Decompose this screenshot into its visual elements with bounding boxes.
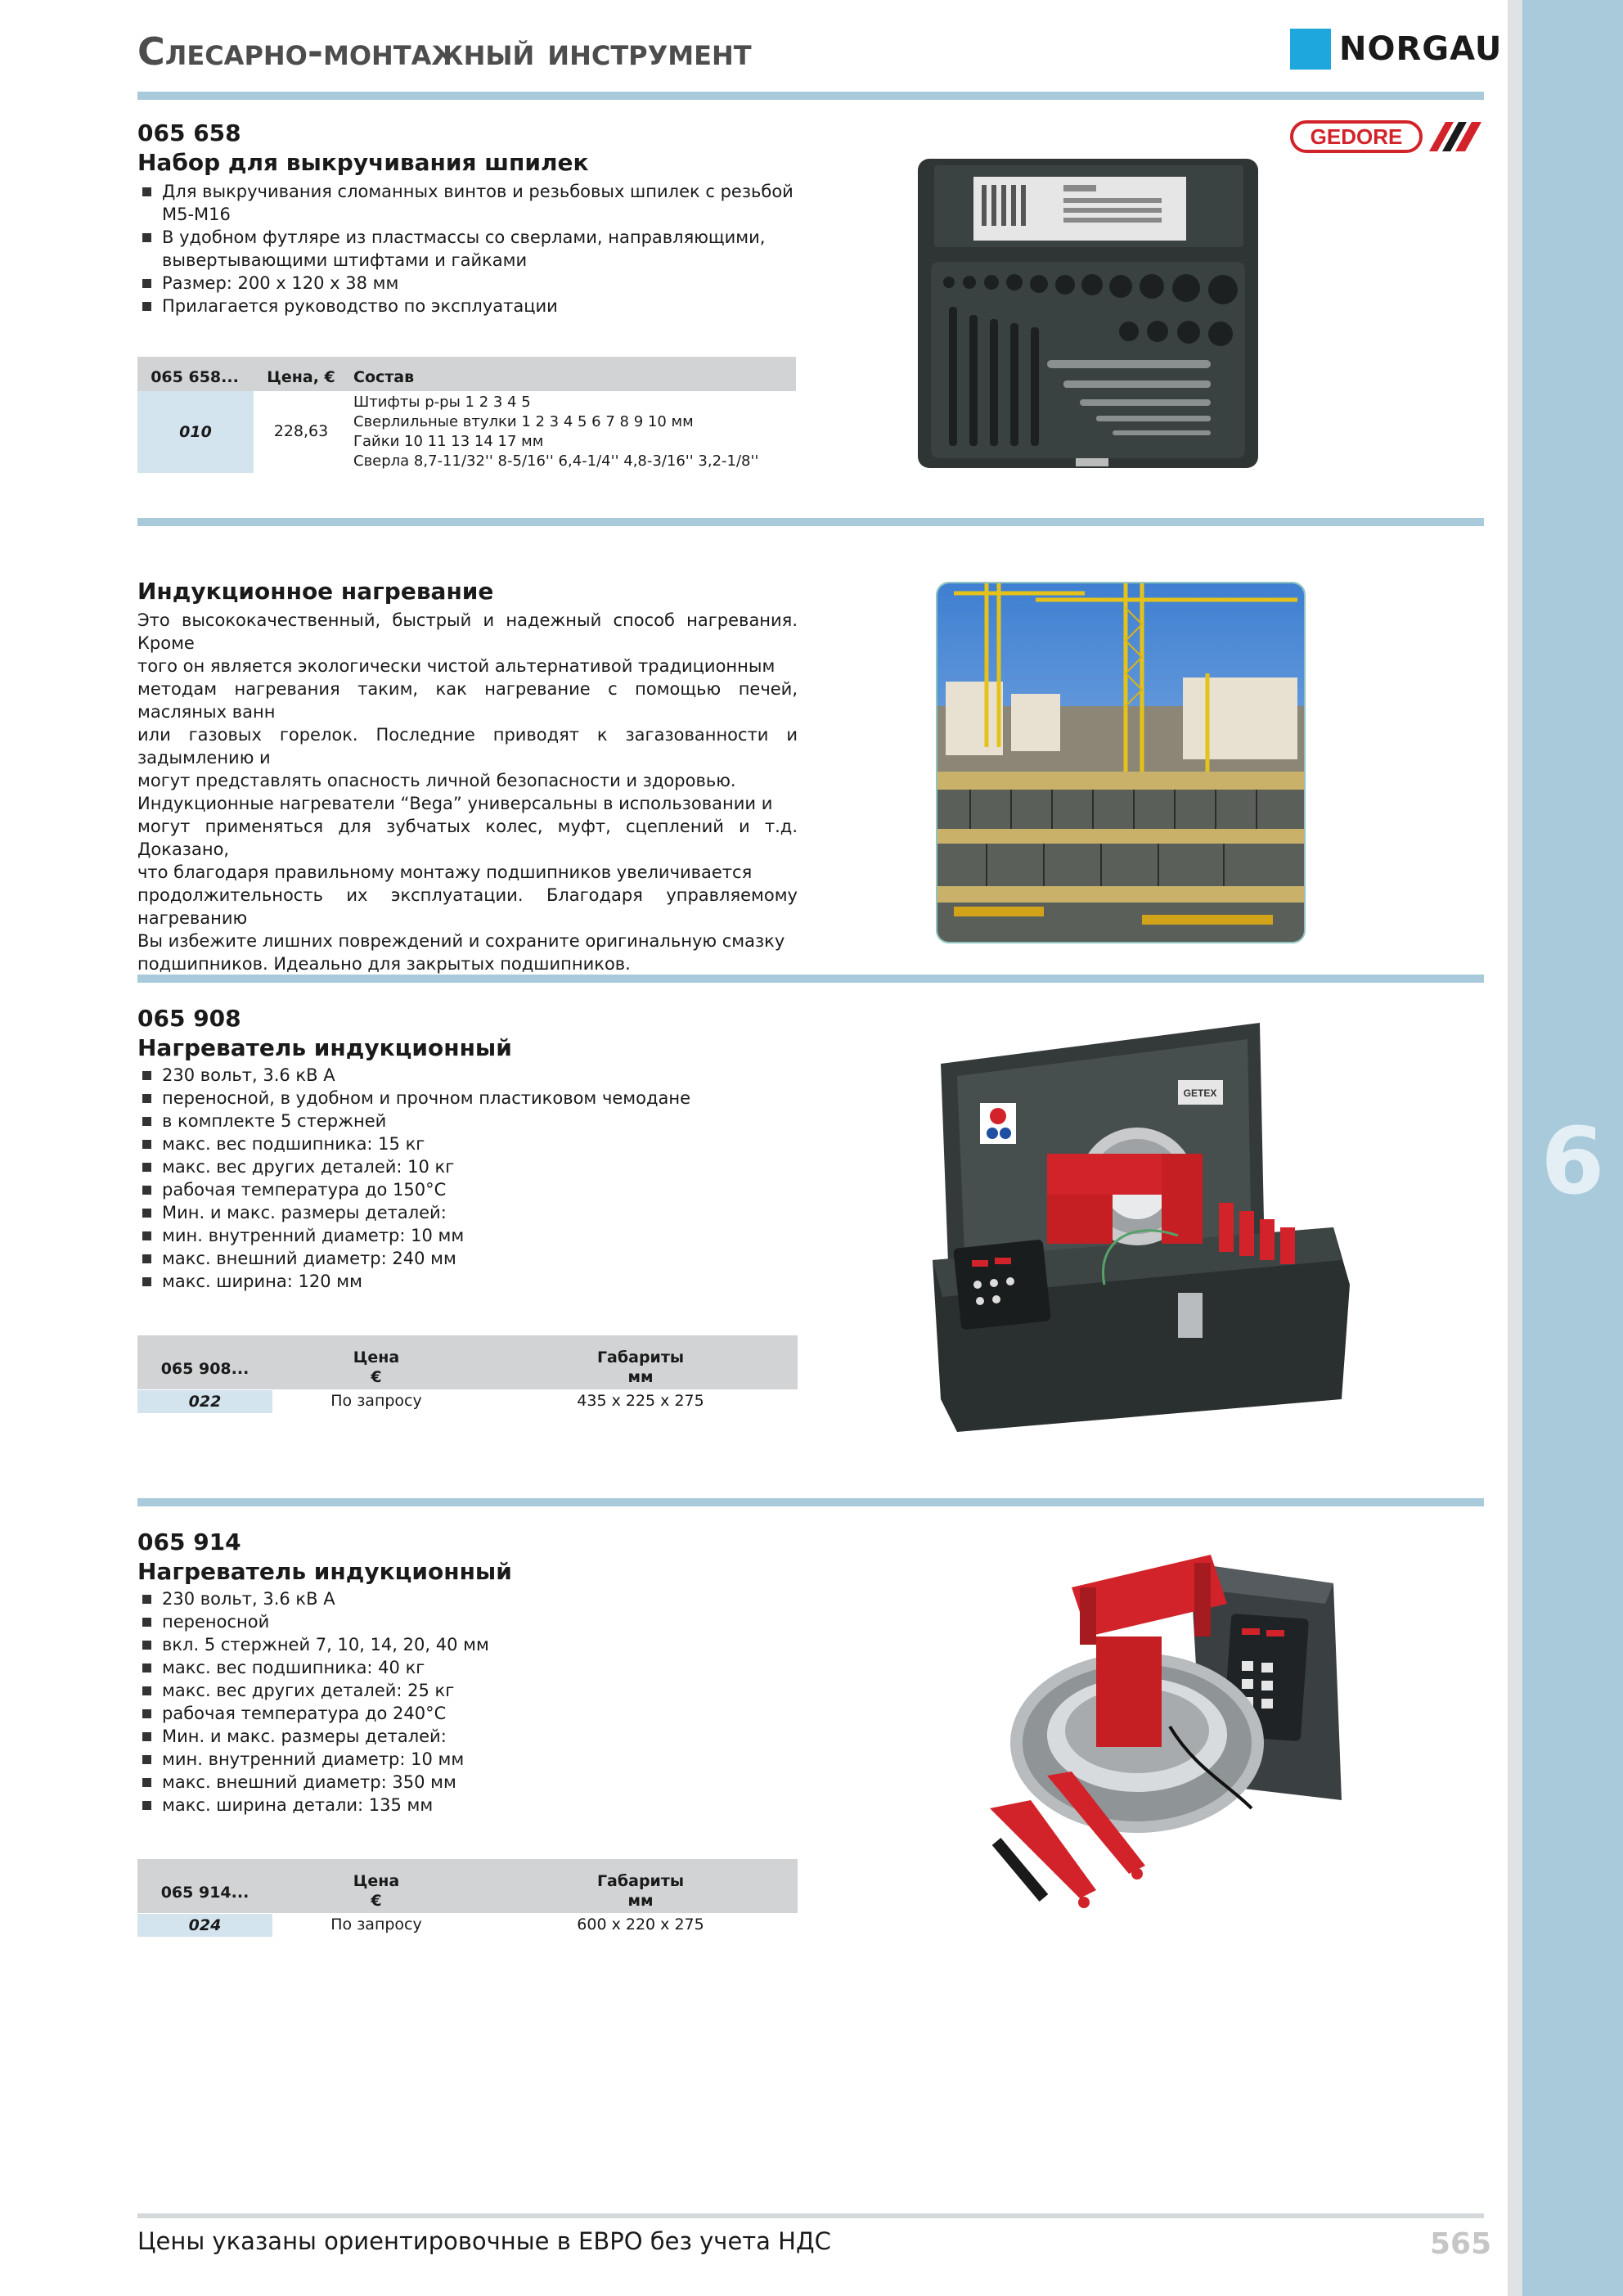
feature-item: Размер: 200 х 120 х 38 мм <box>141 272 794 295</box>
section-title: Индукционное нагревание <box>137 578 494 605</box>
feature-item: макс. вес подшипника: 15 кг <box>141 1132 690 1155</box>
col-header-code: 065 908... <box>160 1360 250 1378</box>
feature-item: макс. ширина: 120 мм <box>141 1270 690 1293</box>
feature-item: рабочая температура до 240°С <box>141 1702 489 1725</box>
composition-cell <box>353 393 812 471</box>
feature-item: макс. вес других деталей: 10 кг <box>141 1155 690 1178</box>
feature-item: 230 вольт, 3.6 кВ А <box>141 1064 690 1087</box>
feature-item: макс. внешний диаметр: 350 мм <box>141 1771 489 1794</box>
feature-item: в комплекте 5 стержней <box>141 1110 690 1132</box>
construction-site-photo <box>936 582 1306 943</box>
text-line: что благодаря правильному монтажу подшипников увеличивается <box>137 862 753 882</box>
feature-item: вкл. 5 стержней 7, 10, 14, 20, 40 мм <box>141 1633 489 1656</box>
col-header-price: Цена, € <box>267 368 335 386</box>
feature-item: 230 вольт, 3.6 кВ А <box>141 1587 489 1610</box>
text-line: или газовых горелок. Последние приводят к загазованности и задымлению и <box>137 725 798 768</box>
feature-item: макс. вес других деталей: 25 кг <box>141 1679 489 1702</box>
col-header-price: Цена <box>353 1348 400 1366</box>
dimensions-cell: 435 х 225 х 275 <box>577 1392 704 1410</box>
article-code: 024 <box>137 1914 272 1937</box>
feature-item: В удобном футляре из пластмассы со сверлами, направляющими, <box>141 226 794 249</box>
feature-item: Мин. и макс. размеры деталей: <box>141 1725 489 1748</box>
dimensions-cell: 600 х 220 х 275 <box>577 1916 704 1934</box>
feature-item-continuation: М5-М16 <box>162 205 231 224</box>
product-title: Набор для выкручивания шпилек <box>137 149 589 176</box>
text-line: того он является экологически чистой альтернативой традиционным <box>137 656 776 676</box>
article-code: 022 <box>137 1390 272 1413</box>
col-header-code: 065 658... <box>151 368 239 386</box>
feature-item-continuation: вывертывающими штифтами и гайками <box>162 250 528 270</box>
composition-line: Сверла 8,7-11/32'' 8-5/16'' 6,4-1/4'' 4,8-3/16'' 3,2-1/8'' <box>353 452 759 470</box>
feature-item: макс. вес подшипника: 40 кг <box>141 1656 489 1679</box>
article-code: 010 <box>137 391 254 473</box>
feature-list <box>141 1587 489 1817</box>
text-line: Индукционные нагреватели “Bega” универсальны в использовании и <box>137 794 773 813</box>
col-header-dimensions-unit: мм <box>627 1368 654 1386</box>
composition-line: Сверлильные втулки 1 2 3 4 5 6 7 8 9 10 мм <box>353 413 694 430</box>
page-title: Слесарно-монтажный инструмент <box>137 29 752 74</box>
text-line: Вы избежите лишних повреждений и сохраните оригинальную смазку <box>137 931 785 951</box>
price-cell: По запросу <box>330 1916 422 1934</box>
feature-list <box>141 1064 690 1293</box>
col-header-dimensions: Габариты <box>596 1872 685 1890</box>
feature-item: макс. внешний диаметр: 240 мм <box>141 1247 690 1270</box>
col-header-price-unit: € <box>371 1368 382 1386</box>
footer-note: Цены указаны ориентировочные в ЕВРО без учета НДС <box>137 2227 831 2255</box>
price-cell: По запросу <box>330 1392 422 1410</box>
description-paragraph <box>137 609 798 975</box>
product-sku: 065 658 <box>137 119 241 146</box>
feature-item: Для выкручивания сломанных винтов и резьбовых шпилек с резьбой <box>141 180 794 203</box>
text-line: могут представлять опасность личной безопасности и здоровью. <box>137 771 736 790</box>
text-line: могут применяться для зубчатых колес, муфт, сцеплений и т.д. Доказано, <box>137 817 798 859</box>
section-divider <box>137 518 1484 526</box>
feature-item: переносной <box>141 1610 489 1633</box>
product-title: Нагреватель индукционный <box>137 1034 512 1061</box>
col-header-code: 065 914... <box>160 1884 250 1902</box>
stud-extractor-kit-image <box>916 155 1260 470</box>
rail-gap <box>1508 0 1522 2296</box>
product-title: Нагреватель индукционный <box>137 1558 512 1585</box>
footer-rule <box>137 2213 1484 2218</box>
col-header-price-unit: € <box>371 1892 382 1910</box>
text-line: продолжительность их эксплуатации. Благодаря управляемому нагреванию <box>137 885 798 928</box>
induction-heater-case-image <box>933 1015 1350 1440</box>
section-divider <box>137 1498 1484 1506</box>
text-line: Это высококачественный, быстрый и надежный способ нагревания. Кроме <box>137 610 798 653</box>
feature-item: макс. ширина детали: 135 мм <box>141 1794 489 1817</box>
price-cell: 228,63 <box>273 422 329 440</box>
feature-item: рабочая температура до 150°С <box>141 1178 690 1201</box>
header-rule <box>137 92 1484 100</box>
page-number: 565 <box>1430 2227 1492 2261</box>
feature-list <box>141 180 794 317</box>
gedore-logo-text: GEDORE <box>1310 124 1403 149</box>
feature-item: Прилагается руководство по эксплуатации <box>141 295 794 317</box>
product-sku: 065 908 <box>137 1005 241 1032</box>
text-line: подшипников. Идеально для закрытых подшипников. <box>137 954 631 974</box>
col-header-dimensions-unit: мм <box>627 1892 654 1910</box>
chapter-number: 6 <box>1540 1109 1605 1215</box>
gedore-logo <box>1290 119 1485 155</box>
induction-heater-image <box>982 1538 1366 1931</box>
case-label: GETEX <box>1183 1087 1217 1099</box>
product-sku: 065 914 <box>137 1528 241 1555</box>
feature-item: переносной, в удобном и прочном пластиковом чемодане <box>141 1087 690 1110</box>
composition-line: Гайки 10 11 13 14 17 мм <box>353 433 544 450</box>
text-line: методам нагревания таким, как нагревание с помощью печей, масляных ванн <box>137 679 798 722</box>
col-header-price: Цена <box>353 1872 400 1890</box>
logo-square-icon <box>1290 29 1331 70</box>
col-header-composition: Состав <box>353 368 415 386</box>
section-divider <box>137 975 1484 983</box>
feature-item: Мин. и макс. размеры деталей: <box>141 1201 690 1224</box>
feature-item: мин. внутренний диаметр: 10 мм <box>141 1224 690 1247</box>
logo-text: NORGAU <box>1339 30 1503 68</box>
composition-line: Штифты р-ры 1 2 3 4 5 <box>353 394 531 411</box>
feature-item: мин. внутренний диаметр: 10 мм <box>141 1748 489 1771</box>
col-header-dimensions: Габариты <box>596 1348 685 1366</box>
norgau-logo <box>1290 28 1502 70</box>
